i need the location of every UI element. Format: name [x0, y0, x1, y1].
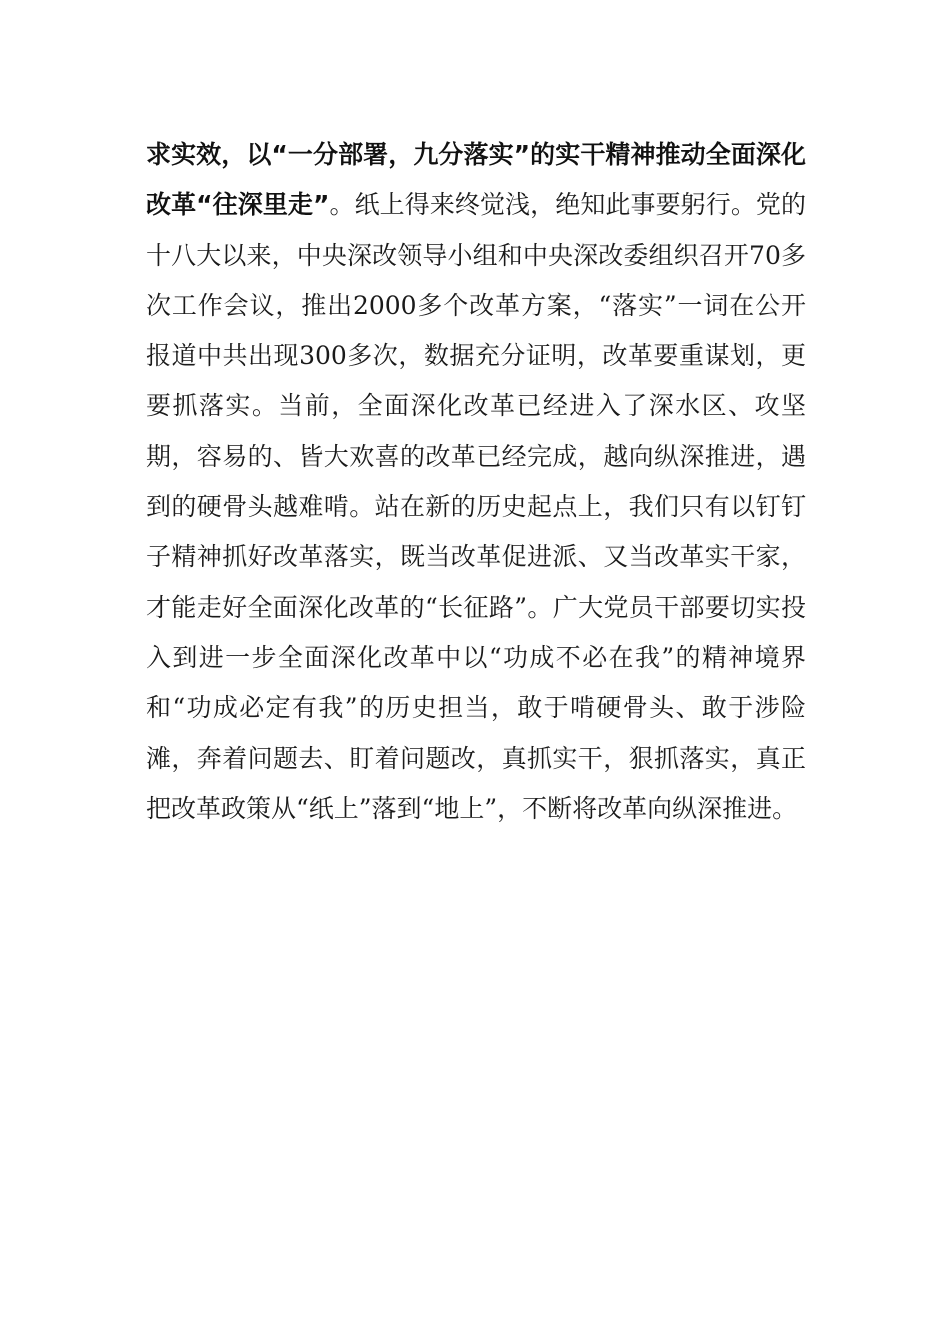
bold-lead-sentence: 求实效，以“一分部署，九分落实”的实干精神推动全面深化改革“往深里走” — [146, 140, 806, 220]
body-paragraph — [146, 130, 806, 834]
paragraph-body-text: 。纸上得来终觉浅，绝知此事要躬行。党的十八大以来，中央深改领导小组和中央深改委组织召开70多次工作会议，推出2000多个改革方案，“落实”一词在公开报道中共出现300多次，数据充分证明，改革要重谋划，更要抓落实。当前，全面深化改革已经进入了深水区、攻坚期，容易的、皆大欢喜的改革已经完成，越向纵深推进，遇到的硬骨头越难啃。站在新的历史起点上，我们只有以钉钉子精神抓好改革落实，既当改革促进派、又当改革实干家，才能走好全面深化改革的“长征路”。广大党员干部要切实投入到进一步全面深化改革中以“功成不必在我”的精神境界和“功成必定有我”的历史担当，敢于啃硬骨头、敢于涉险滩，奔着问题去、盯着问题改，真抓实干，狠抓落实，真正把改革政策从“纸上”落到“地上”，不断将改革向纵深推进。 — [146, 190, 806, 823]
